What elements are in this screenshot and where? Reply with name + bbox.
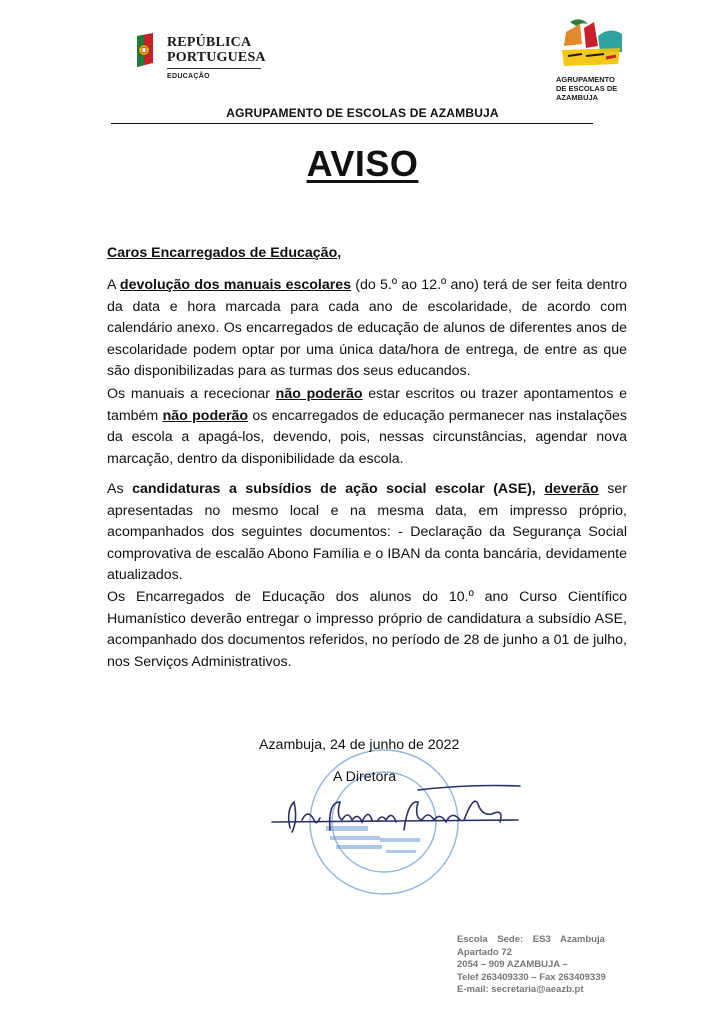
- footer-line-1: Escola Sede: ES3 Azambuja: [457, 934, 605, 945]
- p3-text-a: As: [107, 481, 133, 497]
- agrupamento-logo-text: [556, 75, 656, 102]
- footer-line-5: E-mail: secretaria@aeazb.pt: [457, 984, 584, 995]
- logo-divider: [167, 68, 261, 69]
- group-logo-line1: AGRUPAMENTO: [556, 75, 615, 84]
- paragraph-manual-condition: [107, 384, 627, 470]
- signature-date: Azambuja, 24 de junho de 2022: [259, 737, 460, 753]
- footer-line-3: 2054 – 909 AZAMBUJA –: [457, 959, 568, 970]
- school-contact-footer: [457, 934, 606, 997]
- paragraph-10th-grade: Os Encarregados de Educação dos alunos do 10.º ano Curso Científico Humanístico deverão entregar o impresso próprio de candidatura a subsídio ASE, acompanhado dos documentos referidos, no período de 28 de junho a 01 de julho, nos Serviços Administrativos.: [107, 589, 627, 670]
- school-title: AGRUPAMENTO DE ESCOLAS DE AZAMBUJA: [226, 106, 499, 120]
- p1-text-c: (do 5.º ao 12.º ano) terá de ser feita dentro da data e hora marcada para cada ano de escolaridade, de acordo com calendário anexo. Os encarregados de educação de alunos de diferentes anos de escolaridade podem optar por uma única data/hora de entrega, de entre as que são disponibilizadas para as turmas dos seus educandos.: [107, 277, 628, 379]
- agrupamento-logo-mark-icon: [558, 18, 628, 68]
- notice-title: AVISO: [306, 143, 419, 184]
- p3-emphasis: deverão: [544, 481, 599, 497]
- republica-portuguesa-name: [167, 35, 266, 65]
- gov-name-line2: PORTUGUESA: [167, 50, 266, 65]
- paragraph-return-manuals: [107, 275, 627, 383]
- paragraph-ase-applications: [107, 479, 627, 587]
- footer-line-2: Apartado 72: [457, 946, 512, 958]
- p1-emphasis: devolução dos manuais escolares: [119, 277, 352, 293]
- header-divider: [111, 123, 593, 124]
- greeting: Caros Encarregados de Educação,: [107, 245, 342, 261]
- p2-emphasis-2: não poderão: [162, 407, 249, 424]
- p1-text-a: A: [107, 277, 120, 293]
- portuguese-flag-emblem-icon: [133, 33, 157, 67]
- p2-text-e: os encarregados de educação permanecer nas instalações da escola a apagá-los, devendo, pois, nessas circunstâncias, agendar nova marcação, dentro da disponibilidade da escola.: [107, 407, 627, 467]
- signature-role: A Diretora: [333, 769, 397, 785]
- republica-portuguesa-logo: [133, 30, 266, 85]
- p2-text-a: Os manuais a rececionar: [107, 386, 276, 402]
- p2-emphasis-1: não poderão: [275, 386, 363, 402]
- p3-bold: candidaturas a subsídios de ação social escolar (ASE),: [132, 481, 545, 497]
- agrupamento-logo: [556, 18, 656, 100]
- p3-text-d: ser apresentadas no mesmo local e na mesma data, em impresso próprio, acompanhados dos seguintes documentos: - Declaração da Segurança Social comprovativa de escalão Abono Família e o IBAN da conta bancária, devidamente atualizados.: [107, 481, 627, 583]
- gov-name-line1: REPÚBLICA: [167, 35, 252, 50]
- footer-line-4: Telef 263409330 – Fax 263409339: [457, 971, 606, 983]
- director-signature: [268, 780, 528, 845]
- group-logo-line2: DE ESCOLAS DE AZAMBUJA: [556, 84, 618, 102]
- p2-text-c: estar escritos ou trazer apontamentos e também: [107, 386, 627, 424]
- gov-department: EDUCAÇÃO: [167, 73, 210, 80]
